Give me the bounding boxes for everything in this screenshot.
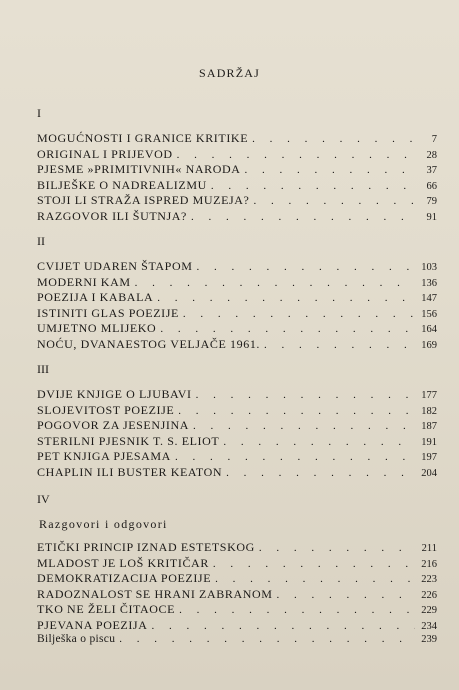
entry-title: UMJETNO MLIJEKO [37, 321, 157, 335]
toc-entry [37, 193, 437, 209]
page-title: SADRŽAJ [198, 66, 261, 80]
entry-page-number: 226 [421, 589, 437, 601]
entry-title: SLOJEVITOST POEZIJE [37, 402, 175, 417]
dot-leader [177, 149, 415, 161]
entry-title: CVIJET UDAREN ŠTAPOM [37, 259, 193, 273]
dot-leader [197, 261, 416, 273]
entry-page-number: 191 [421, 436, 437, 448]
entry-page-number: 66 [426, 180, 437, 192]
entry-title: MODERNI KAM [37, 274, 131, 289]
entry-title: STERILNI PJESNIK T. S. ELIOT [37, 433, 220, 448]
dot-leader [264, 339, 415, 351]
entry-title: DVIJE KNJIGE O LJUBAVI [37, 387, 192, 401]
entry-page-number: 169 [421, 339, 437, 351]
section-3 [37, 362, 437, 480]
entry-page-number: 156 [421, 308, 437, 320]
dot-leader [135, 277, 415, 289]
entry-title: PJESME »PRIMITIVNIH« NARODA [37, 162, 241, 176]
toc-entry [37, 178, 437, 194]
toc-entry [37, 275, 437, 291]
entry-title: PET KNJIGA PJESAMA [37, 449, 171, 463]
section-numeral: I [37, 106, 41, 120]
toc-entry [37, 147, 437, 163]
toc-entry [37, 290, 437, 306]
entry-page-number: 103 [421, 262, 437, 273]
entry-page-number: 136 [421, 277, 437, 289]
entry-page-number: 197 [421, 452, 437, 463]
entry-title: ETIČKI PRINCIP IZNAD ESTETSKOG [37, 540, 255, 554]
toc-entry [37, 465, 437, 481]
entry-title: RAZGOVOR ILI ŠUTNJA? [37, 208, 187, 223]
entry-title: STOJI LI STRAŽA ISPRED MUZEJA? [37, 193, 250, 207]
toc-entry [37, 259, 437, 275]
dot-leader [193, 420, 415, 432]
toc-entry [37, 337, 437, 353]
section-numeral: II [37, 234, 45, 248]
entry-page-number: 7 [431, 134, 437, 145]
toc-entry [37, 540, 437, 556]
toc-entry [37, 618, 437, 634]
entry-title: TKO NE ŽELI ČITAOCE [37, 602, 176, 616]
entry-page-number: 223 [421, 574, 437, 585]
toc-entry [37, 434, 437, 450]
entry-page-number: 164 [421, 324, 437, 335]
entry-title: RADOZNALOST SE HRANI ZABRANOM [37, 586, 273, 601]
toc-entry [37, 387, 437, 403]
toc-entry [37, 633, 437, 649]
entry-page-number: 234 [421, 620, 437, 632]
dot-leader [196, 389, 415, 401]
toc-entry [37, 418, 437, 434]
toc-entry [37, 306, 437, 322]
dot-leader [213, 558, 415, 570]
dot-leader [252, 133, 415, 145]
dot-leader [178, 405, 415, 417]
entry-title: Bilješka o piscu [37, 633, 116, 645]
toc-entry [37, 209, 437, 225]
entry-title: PJEVANA POEZIJA [37, 617, 148, 632]
entry-page-number: 211 [421, 543, 437, 554]
section-numeral: IV [37, 492, 50, 506]
toc-entry [37, 131, 437, 147]
entry-page-number: 28 [426, 149, 437, 161]
section-1 [37, 106, 437, 224]
toc-entry [37, 602, 437, 618]
section-4 [37, 492, 437, 649]
entry-page-number: 91 [426, 211, 437, 223]
dot-leader [175, 451, 415, 463]
entry-title: POGOVOR ZA JESENJINA [37, 418, 190, 432]
dot-leader [211, 180, 415, 192]
entry-page-number: 177 [421, 390, 437, 401]
entry-title: NOĆU, DVANAESTOG VELJAČE 1961. [37, 336, 261, 351]
entry-title: POEZIJA I KABALA [37, 290, 154, 304]
entry-page-number: 229 [421, 605, 437, 616]
entry-page-number: 147 [421, 293, 437, 304]
entry-title: CHAPLIN ILI BUSTER KEATON [37, 464, 223, 479]
dot-leader [160, 323, 415, 335]
toc-entry [37, 571, 437, 587]
entry-title: MOGUĆNOSTI I GRANICE KRITIKE [37, 131, 249, 145]
section-2 [37, 234, 437, 352]
toc-entry [37, 162, 437, 178]
entry-title: ORIGINAL I PRIJEVOD [37, 146, 173, 161]
dot-leader [253, 195, 415, 207]
entry-title: MLADOST JE LOŠ KRITIČAR [37, 555, 209, 570]
toc-entry [37, 556, 437, 572]
toc-entry [37, 321, 437, 337]
dot-leader [183, 308, 415, 320]
toc-entry [37, 449, 437, 465]
dot-leader [215, 573, 415, 585]
dot-leader [226, 467, 415, 479]
entry-page-number: 182 [421, 405, 437, 417]
entry-page-number: 216 [421, 558, 437, 570]
dot-leader [277, 589, 415, 601]
dot-leader [157, 292, 415, 304]
dot-leader [191, 211, 415, 223]
entry-page-number: 187 [421, 421, 437, 432]
section-subheading: Razgovori i odgovori [39, 517, 168, 531]
entry-page-number: 37 [426, 165, 437, 176]
toc-entry [37, 587, 437, 603]
entry-title: ISTINITI GLAS POEZIJE [37, 305, 179, 320]
dot-leader [259, 542, 415, 554]
dot-leader [245, 164, 415, 176]
entry-page-number: 239 [421, 634, 437, 645]
dot-leader [179, 604, 415, 616]
toc-entry [37, 403, 437, 419]
section-numeral: III [37, 362, 49, 376]
dot-leader [223, 436, 415, 448]
dot-leader [151, 620, 415, 632]
dot-leader [119, 633, 415, 645]
entry-page-number: 204 [421, 467, 437, 479]
entry-title: DEMOKRATIZACIJA POEZIJE [37, 571, 212, 585]
entry-page-number: 79 [426, 196, 437, 207]
entry-title: BILJEŠKE O NADREALIZMU [37, 177, 207, 192]
